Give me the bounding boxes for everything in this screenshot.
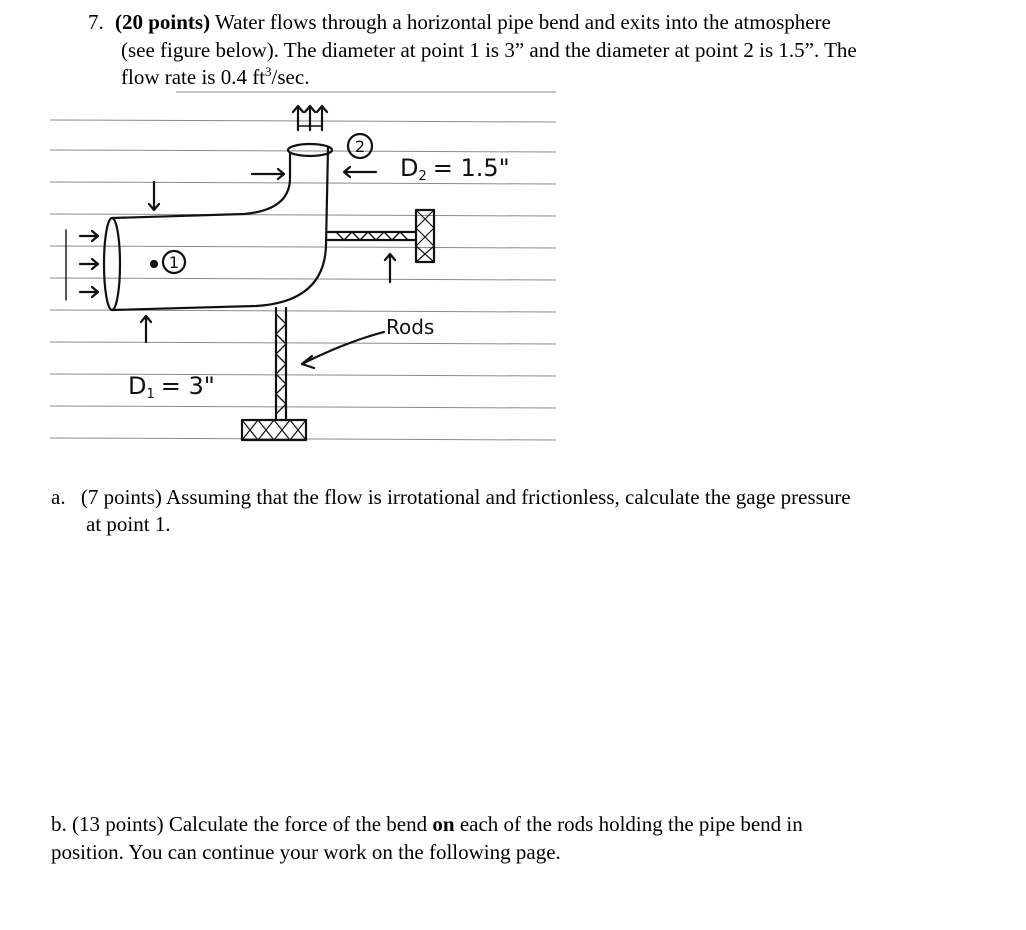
pipe-outline xyxy=(112,154,290,218)
question-text-2: (see figure below). The diameter at point 1 is 3” and the diameter at point 2 is 1.5”. The xyxy=(121,38,857,62)
part-a-text-1: (7 points) Assuming that the flow is irrotational and frictionless, calculate the gage pressure xyxy=(80,485,851,509)
part-a-line-2 xyxy=(86,511,171,537)
part-b-emphasis: on xyxy=(432,812,455,836)
flow-rate-unit: /sec. xyxy=(271,65,310,89)
question-line-2 xyxy=(121,37,857,63)
part-b-line-1 xyxy=(51,811,803,837)
question-number: 7. xyxy=(88,10,104,34)
rods-leader xyxy=(302,332,384,364)
outlet-flow-arrows xyxy=(293,106,327,130)
pressure-arrow-bottom xyxy=(141,316,151,342)
point-1-label: 1 xyxy=(168,253,180,272)
question-text-1: Water flows through a horizontal pipe bend and exits into the atmosphere xyxy=(214,10,831,34)
inlet-flow-arrows xyxy=(66,230,98,300)
part-b-text-1b: each of the rods holding the pipe bend in xyxy=(454,812,803,836)
rod-pointer-arrow xyxy=(385,254,395,282)
pipe-outlet xyxy=(288,144,332,156)
flow-rate-text: flow rate is 0.4 ft xyxy=(121,65,266,89)
pressure-arrow-outlet-left xyxy=(252,169,284,179)
point-1-dot xyxy=(151,261,157,267)
horizontal-rod xyxy=(328,210,434,262)
part-b-line-2 xyxy=(51,839,561,865)
rods-label: Rods xyxy=(386,315,435,339)
question-points: (20 points) xyxy=(115,10,211,34)
point-2-label: 2 xyxy=(354,137,366,156)
pipe-bend-figure xyxy=(46,86,562,458)
part-a-letter: a. xyxy=(51,485,66,509)
pipe-inlet xyxy=(104,218,120,310)
vertical-rod xyxy=(242,308,306,440)
part-a-line-1 xyxy=(51,484,851,510)
d1-symbol: D1 = 3" xyxy=(128,372,215,402)
pressure-arrow-top xyxy=(149,182,159,210)
part-a-text-2: at point 1. xyxy=(86,512,171,536)
part-b-text-2: position. You can continue your work on the following page. xyxy=(51,840,561,864)
question-line-1 xyxy=(88,9,831,35)
flow-rate-exponent: 3 xyxy=(265,64,272,79)
d2-symbol: D2 = 1.5" xyxy=(400,154,510,184)
pressure-arrow-outlet-right xyxy=(344,167,376,177)
part-b-text-1a: b. (13 points) Calculate the force of the bend xyxy=(51,812,433,836)
